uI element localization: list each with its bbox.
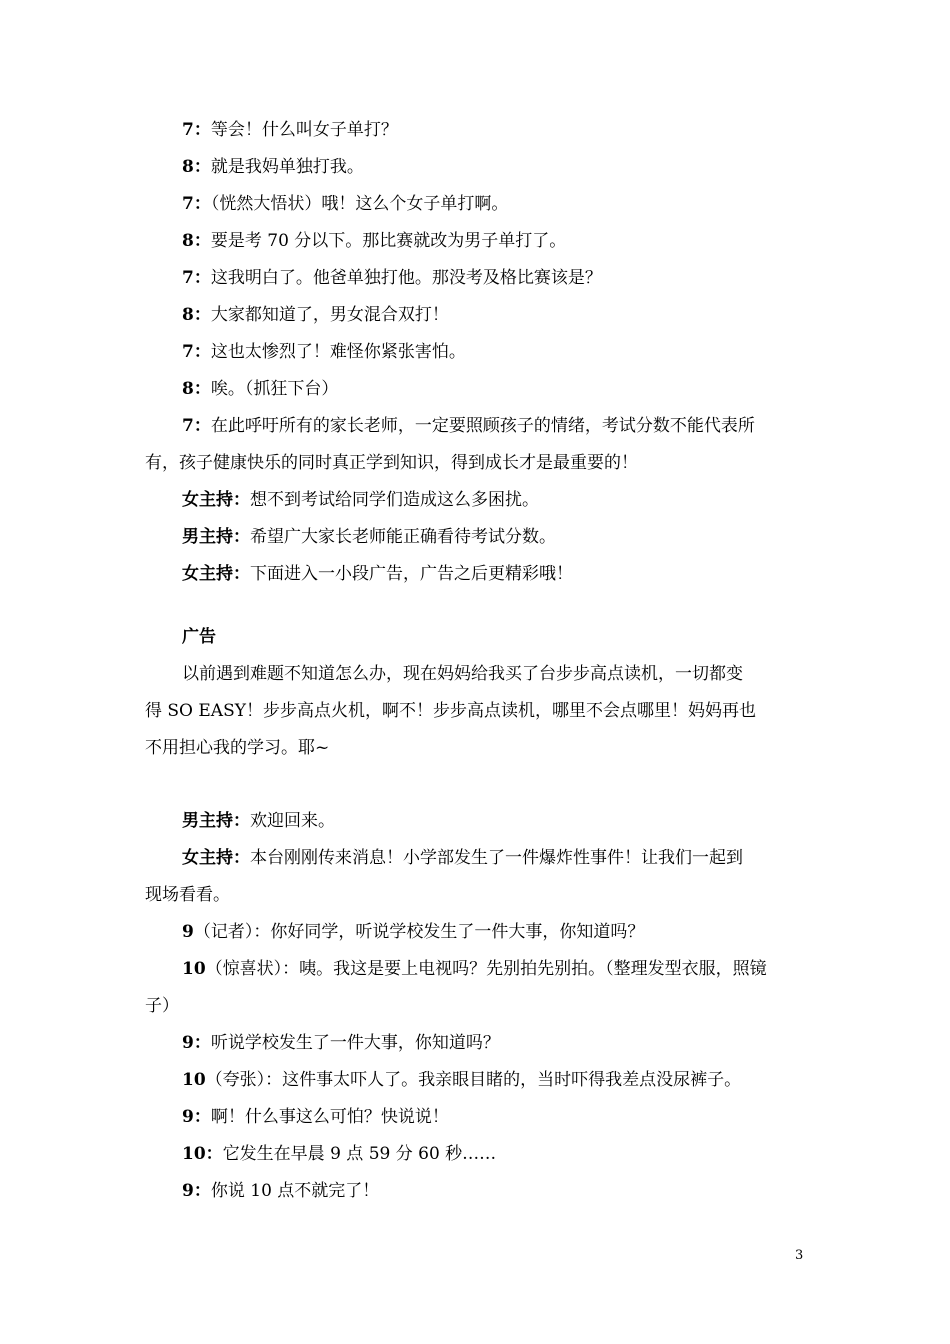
dialogue-text: 它发生在早晨 9 点 59 分 60 秒…… [222, 1144, 497, 1164]
host-text: 希望广大家长老师能正确看待考试分数。 [250, 527, 556, 547]
dialogue-text: 这我明白了。他爸单独打他。那没考及格比赛该是？ [210, 268, 602, 288]
host-text: 本台刚刚传来消息！小学部发生了一件爆炸性事件！让我们一起到 [250, 848, 743, 868]
speaker-label: 8： [182, 305, 211, 325]
dialogue-text: 唉。（抓狂下台） [210, 379, 339, 399]
speaker-label: 9： [182, 1033, 211, 1053]
host-text: 下面进入一小段广告，广告之后更精彩哦！ [250, 564, 573, 584]
host-text: 想不到考试给同学们造成这么多困扰。 [250, 490, 539, 510]
spacer [145, 767, 808, 803]
speaker-label: 女主持： [182, 848, 250, 868]
ad-line-1: 以前遇到难题不知道怎么办，现在妈妈给我买了台步步高点读机，一切都变 [182, 664, 743, 684]
dialogue-line [145, 223, 808, 260]
speaker-label: 10： [182, 1144, 223, 1164]
spacer [145, 593, 808, 619]
host-line [145, 556, 808, 593]
speaker-label: 9： [182, 1181, 211, 1201]
host-line [145, 519, 808, 556]
speaker-label: 8： [182, 157, 211, 177]
dialogue-line [145, 149, 808, 186]
dialogue-line [145, 1136, 808, 1173]
appeal-text-1: 在此呼吁所有的家长老师，一定要照顾孩子的情绪，考试分数不能代表所 [210, 416, 755, 436]
dialogue-line [145, 1099, 808, 1136]
appeal-line-1 [145, 408, 808, 445]
speaker-label: 9： [182, 1107, 211, 1127]
dialogue-text: （记者）：你好同学，听说学校发生了一件大事，你知道吗？ [193, 922, 645, 942]
speaker-label: 7： [182, 416, 211, 436]
ad-line-3: 不用担心我的学习。耶~ [145, 738, 330, 758]
dialogue-text: 你说 10 点不就完了！ [210, 1181, 380, 1201]
dialogue-text: 等会！什么叫女子单打？ [210, 120, 398, 140]
dialogue-line [145, 914, 808, 951]
speaker-label: 7： [182, 120, 211, 140]
dialogue-line [145, 297, 808, 334]
host-line [145, 803, 808, 840]
speaker-label: 10 [182, 1070, 206, 1090]
host-line-continued: 现场看看。 [145, 885, 230, 905]
dialogue-line [145, 260, 808, 297]
dialogue-text: （恍然大悟状）哦！这么个女子单打啊。 [210, 194, 509, 214]
dialogue-line-continued: 子） [145, 996, 179, 1016]
dialogue-text: 大家都知道了，男女混合双打！ [210, 305, 449, 325]
speaker-label: 女主持： [182, 490, 250, 510]
dialogue-line [145, 1173, 808, 1210]
appeal-line-2 [145, 445, 808, 482]
ad-title: 广告 [182, 627, 216, 647]
speaker-label: 男主持： [182, 811, 250, 831]
host-line [145, 482, 808, 519]
dialogue-text: （夸张）：这件事太吓人了。我亲眼目睹的，当时吓得我差点没尿裤子。 [205, 1070, 742, 1090]
dialogue-line [145, 371, 808, 408]
page-number: 3 [795, 1248, 804, 1263]
dialogue-text: 啊！什么事这么可怕？快说说！ [210, 1107, 449, 1127]
dialogue-text: 就是我妈单独打我。 [210, 157, 364, 177]
speaker-label: 7： [182, 342, 211, 362]
dialogue-line [145, 1025, 808, 1062]
speaker-label: 7： [182, 194, 211, 214]
dialogue-line [145, 1062, 808, 1099]
script-body [145, 112, 808, 1210]
host-text: 欢迎回来。 [250, 811, 335, 831]
dialogue-line [145, 951, 808, 988]
speaker-label: 7： [182, 268, 211, 288]
speaker-label: 9 [182, 922, 194, 942]
dialogue-text: 这也太惨烈了！难怪你紧张害怕。 [210, 342, 466, 362]
speaker-label: 8： [182, 231, 211, 251]
speaker-label: 10 [182, 959, 206, 979]
speaker-label: 女主持： [182, 564, 250, 584]
dialogue-line [145, 334, 808, 371]
dialogue-line [145, 112, 808, 149]
speaker-label: 8： [182, 379, 211, 399]
appeal-text-2: 有，孩子健康快乐的同时真正学到知识，得到成长才是最重要的！ [145, 453, 638, 473]
ad-line-2: 得 SO EASY！步步高点火机，啊不！步步高点读机，哪里不会点哪里！妈妈再也 [145, 701, 756, 721]
dialogue-text: 要是考 70 分以下。那比赛就改为男子单打了。 [210, 231, 567, 251]
speaker-label: 男主持： [182, 527, 250, 547]
host-line [145, 840, 808, 877]
dialogue-line [145, 186, 808, 223]
dialogue-text: 听说学校发生了一件大事，你知道吗？ [210, 1033, 500, 1053]
dialogue-text: （惊喜状）：咦。我这是要上电视吗？先别拍先别拍。（整理发型衣服，照镜 [205, 959, 767, 979]
